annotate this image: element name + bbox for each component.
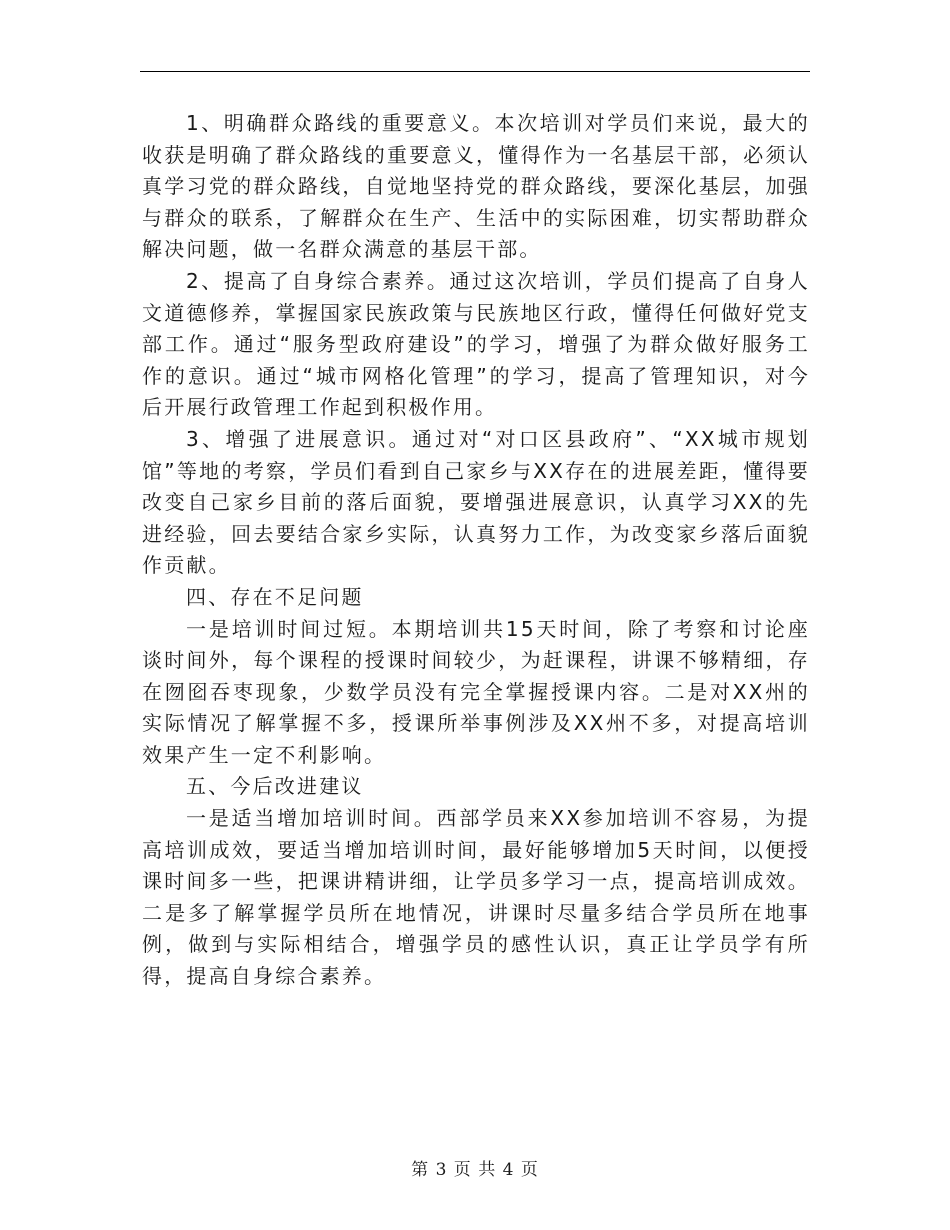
paragraph-2: 2、提高了自身综合素养。通过这次培训，学员们提高了自身人文道德修养，掌握国家民族政策与民族地区行政，懂得任何做好党支部工作。通过“服务型政府建设”的学习，增强了为群众做好服务工作的意识。通过“城市网格化管理”的学习，提高了管理知识，对今后开展行政管理工作起到积极作用。	[142, 268, 810, 420]
paragraph-5: 一是适当增加培训时间。西部学员来XX参加培训不容易，为提高培训成效，要适当增加培训时间，最好能够增加5天时间，以便授课时间多一些，把课讲精讲细，让学员多学习一点，提高培训成效。二是多了解掌握学员所在地情况，讲课时尽量多结合学员所在地事例，做到与实际相结合，增强学员的感性认识，真正让学员学有所得，提高自身综合素养。	[142, 806, 810, 989]
paragraph-1: 1、明确群众路线的重要意义。本次培训对学员们来说，最大的收获是明确了群众路线的重要意义，懂得作为一名基层干部，必须认真学习党的群众路线，自觉地坚持党的群众路线，要深化基层，加强与群众的联系，了解群众在生产、生活中的实际困难，切实帮助群众解决问题，做一名群众满意的基层干部。	[142, 111, 810, 262]
page-footer	[0, 1155, 950, 1180]
header-rule	[140, 71, 810, 72]
page-number-label: 第 3 页 共 4 页	[411, 1160, 539, 1180]
paragraph-3: 3、增强了进展意识。通过对“对口区县政府”、“XX城市规划馆”等地的考察，学员们看到自己家乡与XX存在的进展差距，懂得要改变自己家乡目前的落后面貌，要增强进展意识，认真学习XX的先进经验，回去要结合家乡实际，认真努力工作，为改变家乡落后面貌作贡献。	[142, 426, 810, 578]
paragraph-4: 一是培训时间过短。本期培训共15天时间，除了考察和讨论座谈时间外，每个课程的授课时间较少，为赶课程，讲课不够精细，存在囫囵吞枣现象，少数学员没有完全掌握授课内容。二是对XX州的实际情况了解掌握不多，授课所举事例涉及XX州不多，对提高培训效果产生一定不利影响。	[142, 616, 810, 767]
section-heading-4: 四、存在不足问题	[186, 584, 364, 609]
section-heading-5: 五、今后改进建议	[186, 774, 364, 799]
document-body	[142, 108, 810, 993]
